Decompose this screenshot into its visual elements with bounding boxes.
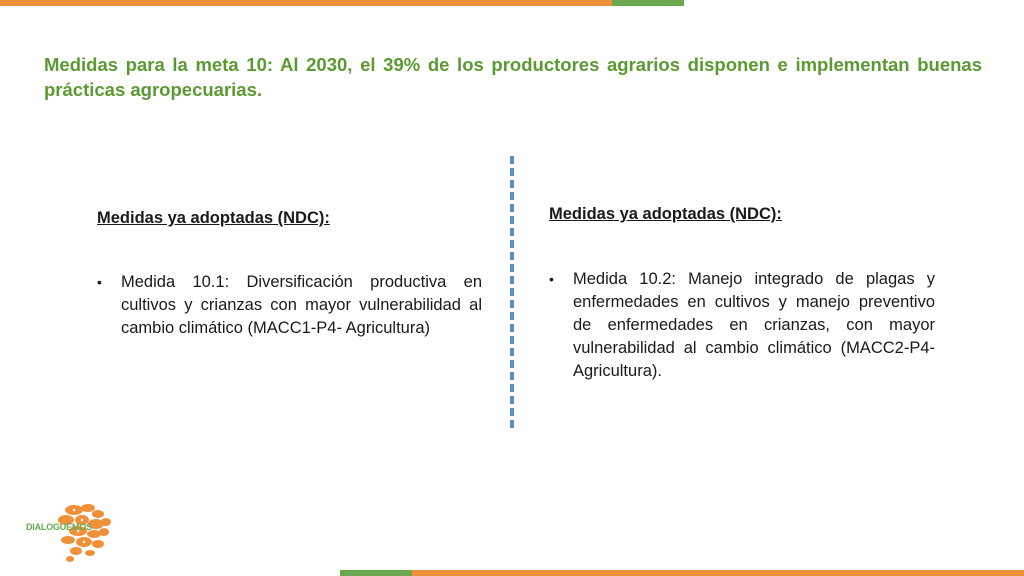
bullet-marker: • [549,271,554,287]
speech-bubbles-cluster-icon [24,500,114,564]
top-orange-bar [0,0,612,6]
logo-text: DIALOGUEMOS [26,522,92,532]
slide-title: Medidas para la meta 10: Al 2030, el 39% de los productores agrarios disponen e implementan buenas prácticas agropecuarias. [44,54,982,100]
top-green-bar [612,0,684,6]
left-column [97,207,482,340]
bullet-marker: • [97,274,102,290]
right-column-heading: Medidas ya adoptadas (NDC): [549,205,782,223]
right-bullet-item [549,268,935,383]
left-column-heading: Medidas ya adoptadas (NDC): [97,209,330,227]
right-bullet-text: Medida 10.2: Manejo integrado de plagas y enfermedades en cultivos y manejo preventivo de enfermedades en crianzas, con mayor vulnerabilidad al cambio climático (MACC2-P4-Agricultura). [573,270,935,380]
left-bullet-text: Medida 10.1: Diversificación productiva en cultivos y crianzas con mayor vulnerabilidad al cambio climático (MACC1-P4- Agricultura) [121,273,482,337]
dialoguemos-logo [24,500,114,564]
left-bullet-item [97,271,482,340]
right-column [549,203,935,383]
bottom-green-bar [340,570,412,576]
dashed-divider [510,156,514,428]
bottom-orange-bar [412,570,1024,576]
